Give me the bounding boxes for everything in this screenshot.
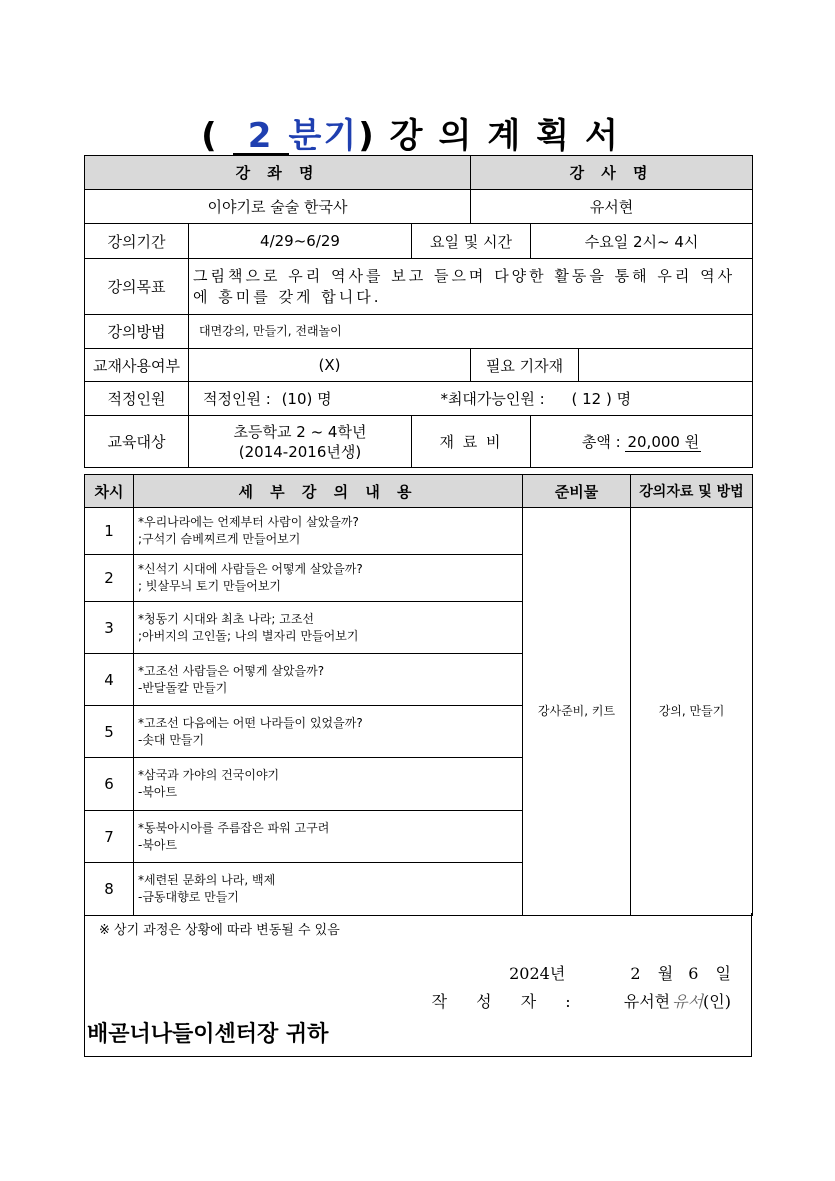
method-value: 대면강의, 만들기, 전래놀이 xyxy=(189,315,753,349)
instructor-name: 유서현 xyxy=(471,190,753,224)
session-title: *동북아시아를 주름잡은 파워 고구려 xyxy=(138,820,330,835)
content-header: 세 부 강 의 내 용 xyxy=(134,475,523,508)
goal-value: 그림책으로 우리 역사를 보고 들으며 다양한 활동을 통해 우리 역사에 흥미를 갖게 합니다. xyxy=(189,259,753,315)
session-content xyxy=(134,758,523,811)
table-row xyxy=(85,508,753,555)
session-header: 차시 xyxy=(85,475,134,508)
session-activity: -북아트 xyxy=(138,837,178,852)
session-activity: ;구석기 슴베찌르게 만들어보기 xyxy=(138,532,301,546)
quarter-label: 분기 xyxy=(288,116,359,156)
session-activity: -솟대 만들기 xyxy=(138,732,205,747)
date-month: 2 xyxy=(630,964,641,983)
materials-value: 강사준비, 키트 xyxy=(523,508,631,916)
change-notice: ※ 상기 과정은 상황에 따라 변동될 수 있음 xyxy=(99,923,340,938)
document-date xyxy=(509,961,731,984)
target-value-line1: 초등학교 2 ~ 4학년 xyxy=(233,422,367,441)
session-content xyxy=(134,654,523,706)
textbook-value: (X) xyxy=(189,349,471,382)
date-month-unit: 월 xyxy=(657,964,674,983)
session-content xyxy=(134,555,523,602)
session-activity: -금동대향로 만들기 xyxy=(138,890,239,904)
session-activity: ;아버지의 고인돌; 나의 별자리 만들어보기 xyxy=(138,628,359,643)
instructor-header: 강 사 명 xyxy=(471,156,753,190)
goal-label: 강의목표 xyxy=(85,259,189,315)
seal-mark: (인) xyxy=(703,992,731,1011)
method-label: 강의방법 xyxy=(85,315,189,349)
session-activity: -반달돌칼 만들기 xyxy=(138,680,228,695)
fee-cell xyxy=(531,416,753,468)
session-number: 2 xyxy=(85,555,134,602)
session-title: *고조선 다음에는 어떤 나라들이 있었을까? xyxy=(138,715,363,730)
day-time-value: 수요일 2시~ 4시 xyxy=(531,224,753,259)
method-header: 강의자료 및 방법 xyxy=(631,475,753,508)
fee-label: 재 료 비 xyxy=(412,416,531,468)
day-time-label: 요일 및 시간 xyxy=(412,224,531,259)
schedule-table xyxy=(84,474,753,916)
target-value xyxy=(189,416,412,468)
date-year: 2024년 xyxy=(509,964,566,983)
target-label: 교육대상 xyxy=(85,416,189,468)
session-content xyxy=(134,508,523,555)
session-title: *우리나라에는 언제부터 사람이 살았을까? xyxy=(138,515,359,529)
session-content xyxy=(134,811,523,863)
session-number: 7 xyxy=(85,811,134,863)
session-number: 6 xyxy=(85,758,134,811)
session-content xyxy=(134,706,523,758)
max-capacity-unit: 명 xyxy=(616,390,632,408)
session-title: *삼국과 가야의 건국이야기 xyxy=(138,768,280,782)
session-number: 8 xyxy=(85,863,134,916)
proper-capacity-value: (10) xyxy=(281,390,313,408)
session-content xyxy=(134,602,523,654)
session-title: *세련된 문화의 나라, 백제 xyxy=(138,873,276,887)
date-day: 6 xyxy=(688,964,699,983)
session-content xyxy=(134,863,523,916)
equipment-value xyxy=(579,349,753,382)
date-day-unit: 일 xyxy=(715,964,731,983)
session-number: 4 xyxy=(85,654,134,706)
lecture-method-value: 강의, 만들기 xyxy=(631,508,753,916)
max-capacity-value: ( 12 ) xyxy=(571,390,612,408)
session-title: *신석기 시대에 사람들은 어떻게 살았을까? xyxy=(138,562,363,576)
title-open-paren: ( xyxy=(201,116,219,156)
document-title xyxy=(0,108,835,157)
session-number: 1 xyxy=(85,508,134,555)
course-name-header: 강 좌 명 xyxy=(85,156,471,190)
session-number: 5 xyxy=(85,706,134,758)
materials-header: 준비물 xyxy=(523,475,631,508)
max-capacity-label: *최대가능인원 : xyxy=(440,390,545,408)
signature: 유서 xyxy=(672,992,704,1011)
title-main: 강의계획서 xyxy=(389,116,634,156)
fee-value: 20,000 원 xyxy=(627,433,700,451)
proper-capacity-label: 적정인원 : xyxy=(203,390,271,408)
course-info-table xyxy=(84,155,753,468)
session-activity: -북아트 xyxy=(138,785,178,799)
textbook-label: 교재사용여부 xyxy=(85,349,189,382)
session-title: *고조선 사람들은 어떻게 살았을까? xyxy=(138,663,325,678)
fee-prefix: 총액 : xyxy=(581,433,621,451)
proper-capacity-unit: 명 xyxy=(317,390,332,408)
recipient: 배곧너나들이센터장 귀하 xyxy=(87,1022,329,1047)
equipment-label: 필요 기자재 xyxy=(471,349,579,382)
session-activity: ; 빗살무늬 토기 만들어보기 xyxy=(138,579,281,593)
capacity-row xyxy=(189,382,753,416)
period-value: 4/29~6/29 xyxy=(189,224,412,259)
footer-section xyxy=(84,913,752,1057)
capacity-label: 적정인원 xyxy=(85,382,189,416)
period-label: 강의기간 xyxy=(85,224,189,259)
author-label: 작 성 자 : xyxy=(431,992,583,1011)
title-close-paren: ) xyxy=(358,116,376,156)
course-name: 이야기로 술술 한국사 xyxy=(85,190,471,224)
session-title: *청동기 시대와 최초 나라; 고조선 xyxy=(138,611,314,626)
session-number: 3 xyxy=(85,602,134,654)
author-line xyxy=(432,989,731,1012)
quarter-number: 2 xyxy=(233,119,289,155)
target-value-line2: (2014-2016년생) xyxy=(238,442,362,461)
author-name: 유서현 xyxy=(623,992,671,1011)
